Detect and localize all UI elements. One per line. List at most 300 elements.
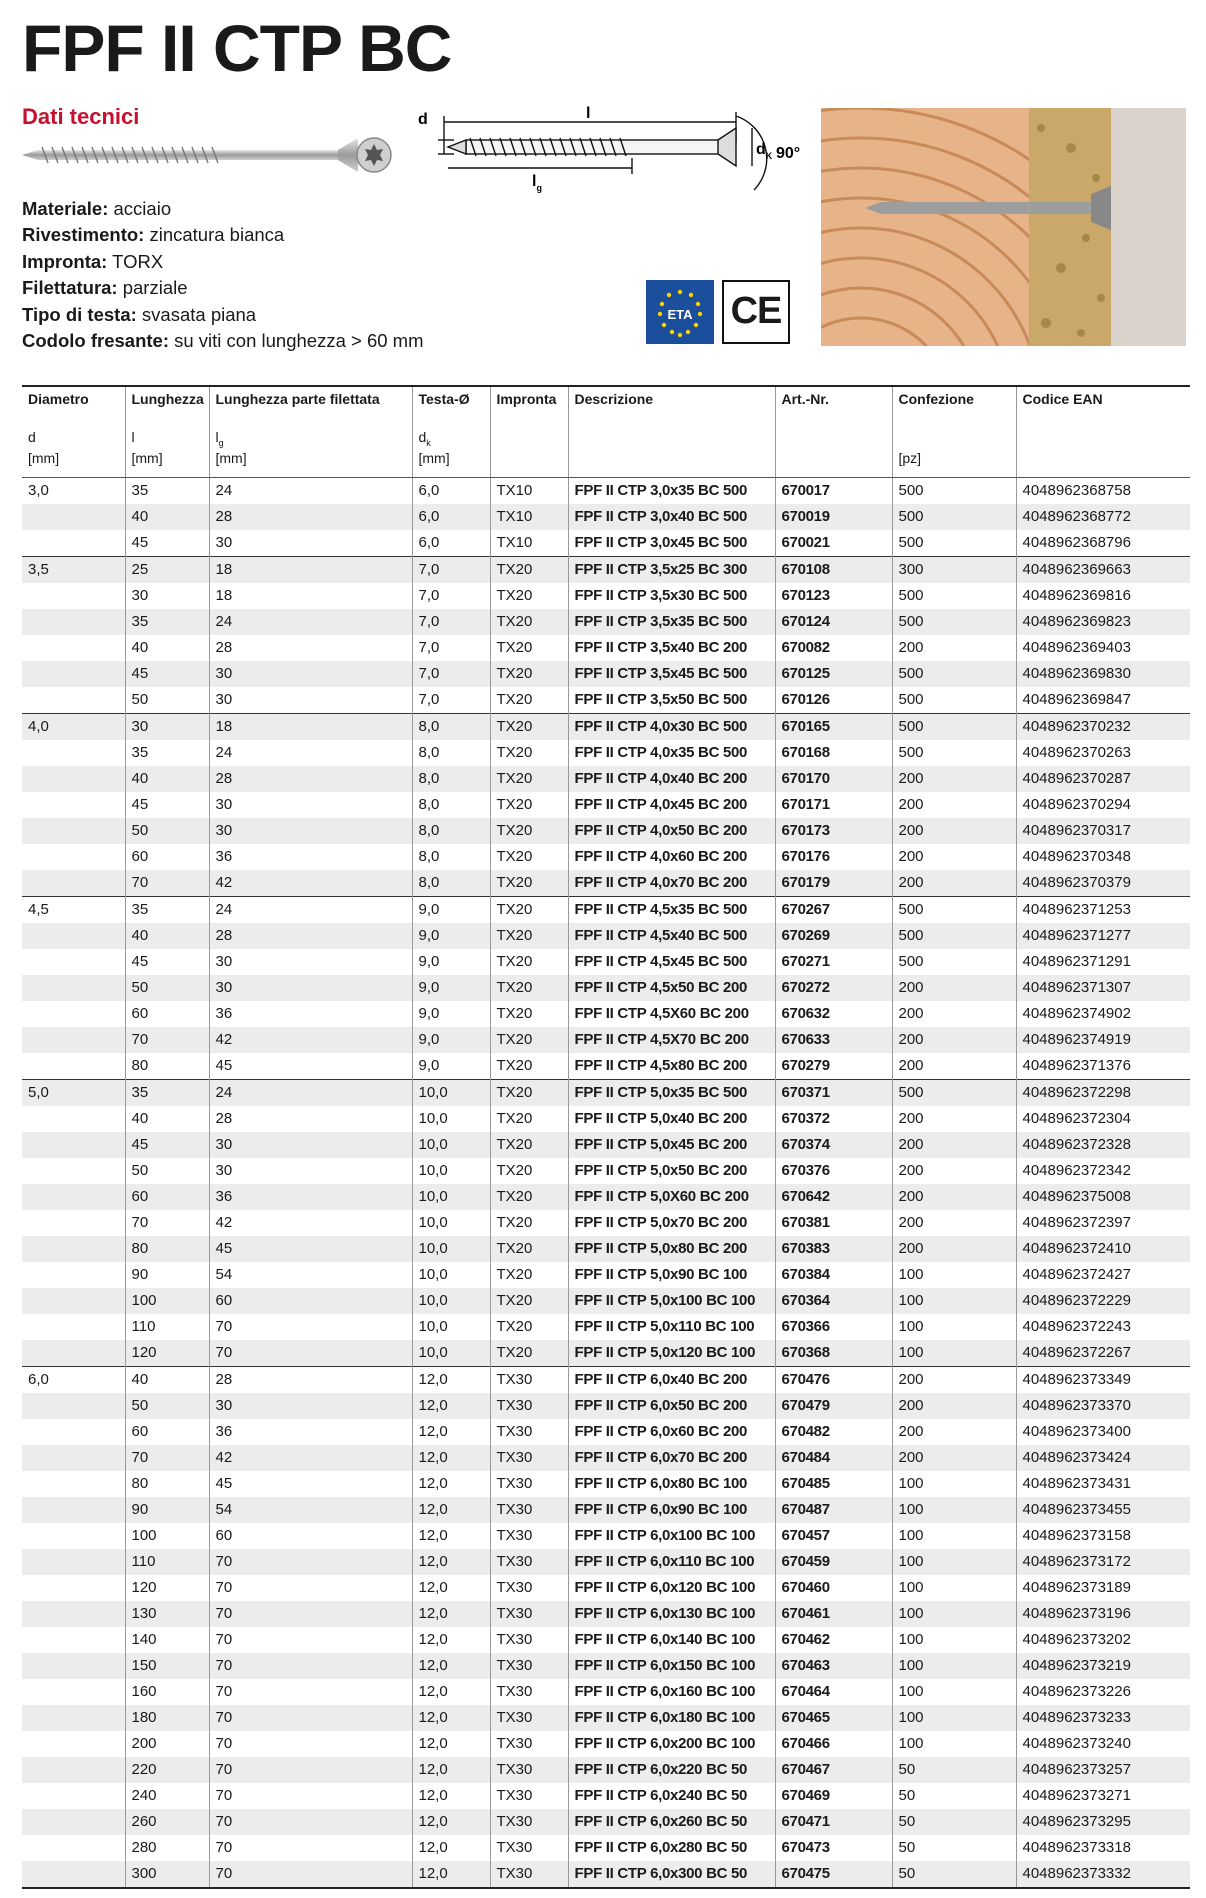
cell-length: 70	[125, 1445, 209, 1471]
cell-description: FPF II CTP 6,0x50 BC 200	[568, 1393, 775, 1419]
cell-drive: TX30	[490, 1497, 568, 1523]
cell-article-number: 670476	[775, 1367, 892, 1394]
cell-pack-size: 200	[892, 1236, 1016, 1262]
table-row	[22, 478, 1190, 505]
cell-diameter: 4,5	[22, 897, 125, 924]
cell-ean: 4048962373189	[1016, 1575, 1190, 1601]
cell-description: FPF II CTP 6,0x200 BC 100	[568, 1731, 775, 1757]
dim-dk-main: d	[756, 141, 766, 158]
table-row	[22, 1262, 1190, 1288]
cell-article-number: 670372	[775, 1106, 892, 1132]
cell-thread-length: 70	[209, 1861, 412, 1888]
cell-description: FPF II CTP 4,5x50 BC 200	[568, 975, 775, 1001]
cell-head-diameter: 12,0	[412, 1445, 490, 1471]
cell-article-number: 670017	[775, 478, 892, 505]
cell-thread-length: 45	[209, 1236, 412, 1262]
cell-diameter	[22, 1053, 125, 1080]
cell-length: 110	[125, 1314, 209, 1340]
column-title: Lunghezza parte filettata	[215, 391, 380, 407]
table-row	[22, 1340, 1190, 1367]
cell-article-number: 670482	[775, 1419, 892, 1445]
cell-ean: 4048962373349	[1016, 1367, 1190, 1394]
cell-description: FPF II CTP 5,0x90 BC 100	[568, 1262, 775, 1288]
cell-head-diameter: 9,0	[412, 1027, 490, 1053]
cell-diameter	[22, 1445, 125, 1471]
cell-pack-size: 100	[892, 1653, 1016, 1679]
cell-diameter	[22, 1027, 125, 1053]
cell-article-number: 670485	[775, 1471, 892, 1497]
cell-article-number: 670279	[775, 1053, 892, 1080]
cell-pack-size: 200	[892, 975, 1016, 1001]
cell-article-number: 670487	[775, 1497, 892, 1523]
column-unit: [mm]	[418, 450, 450, 466]
cell-pack-size: 200	[892, 792, 1016, 818]
cell-article-number: 670168	[775, 740, 892, 766]
column-symbol	[132, 429, 203, 450]
cell-drive: TX20	[490, 1288, 568, 1314]
cell-description: FPF II CTP 6,0x260 BC 50	[568, 1809, 775, 1835]
cell-description: FPF II CTP 3,0x45 BC 500	[568, 530, 775, 557]
cell-article-number: 670021	[775, 530, 892, 557]
column-header	[490, 386, 568, 478]
cell-article-number: 670383	[775, 1236, 892, 1262]
cell-diameter	[22, 1471, 125, 1497]
cell-pack-size: 50	[892, 1861, 1016, 1888]
cell-ean: 4048962370232	[1016, 714, 1190, 741]
cell-description: FPF II CTP 5,0x35 BC 500	[568, 1080, 775, 1107]
cell-pack-size: 50	[892, 1783, 1016, 1809]
cell-diameter	[22, 766, 125, 792]
cell-ean: 4048962371291	[1016, 949, 1190, 975]
cell-article-number: 670366	[775, 1314, 892, 1340]
cell-description: FPF II CTP 6,0x90 BC 100	[568, 1497, 775, 1523]
column-unit: [pz]	[898, 450, 922, 466]
cell-drive: TX30	[490, 1445, 568, 1471]
cell-pack-size: 100	[892, 1549, 1016, 1575]
column-symbol-sub: g	[218, 437, 224, 448]
cell-drive: TX20	[490, 870, 568, 897]
cell-length: 50	[125, 1158, 209, 1184]
column-unit: [mm]	[215, 450, 247, 466]
spec-value: svasata piana	[141, 303, 257, 325]
cell-diameter	[22, 1809, 125, 1835]
table-row	[22, 740, 1190, 766]
cell-drive: TX20	[490, 557, 568, 584]
cell-pack-size: 200	[892, 635, 1016, 661]
cell-head-diameter: 9,0	[412, 897, 490, 924]
cell-pack-size: 200	[892, 1053, 1016, 1080]
spec-value: parziale	[122, 277, 188, 299]
table-row	[22, 714, 1190, 741]
certification-logos	[646, 280, 791, 344]
cell-article-number: 670471	[775, 1809, 892, 1835]
cell-thread-length: 45	[209, 1053, 412, 1080]
cell-head-diameter: 9,0	[412, 923, 490, 949]
cell-pack-size: 200	[892, 818, 1016, 844]
cell-drive: TX20	[490, 1314, 568, 1340]
table-row	[22, 687, 1190, 714]
cell-pack-size: 500	[892, 661, 1016, 687]
cell-drive: TX20	[490, 1210, 568, 1236]
column-symbol-main: l	[131, 429, 135, 445]
cell-pack-size: 200	[892, 1132, 1016, 1158]
table-header-row	[22, 386, 1190, 478]
cell-ean: 4048962374902	[1016, 1001, 1190, 1027]
cell-article-number: 670269	[775, 923, 892, 949]
cell-description: FPF II CTP 3,5x25 BC 300	[568, 557, 775, 584]
cell-pack-size: 100	[892, 1262, 1016, 1288]
cell-diameter	[22, 1132, 125, 1158]
cell-head-diameter: 8,0	[412, 766, 490, 792]
cell-head-diameter: 12,0	[412, 1523, 490, 1549]
cell-length: 150	[125, 1653, 209, 1679]
cell-drive: TX30	[490, 1367, 568, 1394]
cell-ean: 4048962372328	[1016, 1132, 1190, 1158]
cell-article-number: 670108	[775, 557, 892, 584]
cell-length: 50	[125, 1393, 209, 1419]
cell-head-diameter: 12,0	[412, 1835, 490, 1861]
cell-ean: 4048962369830	[1016, 661, 1190, 687]
cell-description: FPF II CTP 6,0x110 BC 100	[568, 1549, 775, 1575]
column-symbol-main: l	[215, 429, 219, 445]
cell-pack-size: 200	[892, 844, 1016, 870]
cell-head-diameter: 7,0	[412, 661, 490, 687]
cell-article-number: 670465	[775, 1705, 892, 1731]
cell-thread-length: 30	[209, 975, 412, 1001]
table-row	[22, 1314, 1190, 1340]
cell-diameter	[22, 583, 125, 609]
cell-drive: TX20	[490, 1053, 568, 1080]
table-row	[22, 1080, 1190, 1107]
cell-pack-size: 100	[892, 1497, 1016, 1523]
cell-diameter	[22, 975, 125, 1001]
cell-article-number: 670125	[775, 661, 892, 687]
specs-list	[22, 196, 424, 354]
column-symbol-main: d	[418, 429, 427, 445]
cell-thread-length: 70	[209, 1627, 412, 1653]
cell-head-diameter: 12,0	[412, 1731, 490, 1757]
cell-ean: 4048962373202	[1016, 1627, 1190, 1653]
cell-drive: TX30	[490, 1731, 568, 1757]
cell-description: FPF II CTP 4,0x50 BC 200	[568, 818, 775, 844]
table-row	[22, 1705, 1190, 1731]
cell-drive: TX30	[490, 1419, 568, 1445]
cell-length: 90	[125, 1262, 209, 1288]
cell-description: FPF II CTP 4,5x40 BC 500	[568, 923, 775, 949]
cell-description: FPF II CTP 6,0x70 BC 200	[568, 1445, 775, 1471]
cell-article-number: 670463	[775, 1653, 892, 1679]
cell-description: FPF II CTP 6,0x220 BC 50	[568, 1757, 775, 1783]
cell-head-diameter: 7,0	[412, 557, 490, 584]
cell-pack-size: 200	[892, 1419, 1016, 1445]
column-title: Testa-Ø	[418, 391, 470, 407]
cell-drive: TX20	[490, 766, 568, 792]
cell-drive: TX20	[490, 661, 568, 687]
cell-length: 80	[125, 1471, 209, 1497]
table-row	[22, 1497, 1190, 1523]
cell-description: FPF II CTP 4,5x35 BC 500	[568, 897, 775, 924]
cell-pack-size: 500	[892, 897, 1016, 924]
cell-thread-length: 30	[209, 949, 412, 975]
dim-angle-label: 90°	[776, 145, 801, 162]
cell-diameter	[22, 635, 125, 661]
cell-ean: 4048962372397	[1016, 1210, 1190, 1236]
cell-thread-length: 30	[209, 792, 412, 818]
column-title: Confezione	[898, 391, 974, 407]
table-row	[22, 766, 1190, 792]
cell-thread-length: 70	[209, 1835, 412, 1861]
cell-drive: TX30	[490, 1809, 568, 1835]
cell-head-diameter: 10,0	[412, 1262, 490, 1288]
cell-article-number: 670165	[775, 714, 892, 741]
cell-pack-size: 500	[892, 609, 1016, 635]
cell-drive: TX20	[490, 1132, 568, 1158]
column-symbol	[216, 429, 406, 450]
dim-dk-label	[756, 141, 773, 161]
table-row	[22, 1731, 1190, 1757]
cell-diameter	[22, 1757, 125, 1783]
cell-article-number: 670384	[775, 1262, 892, 1288]
dimension-drawing	[418, 102, 808, 212]
cell-pack-size: 100	[892, 1575, 1016, 1601]
table-row	[22, 1367, 1190, 1394]
cell-thread-length: 30	[209, 818, 412, 844]
table-row	[22, 1809, 1190, 1835]
cell-thread-length: 30	[209, 1393, 412, 1419]
cell-head-diameter: 12,0	[412, 1757, 490, 1783]
cell-length: 45	[125, 661, 209, 687]
cell-length: 45	[125, 949, 209, 975]
cell-description: FPF II CTP 3,5x45 BC 500	[568, 661, 775, 687]
cell-thread-length: 70	[209, 1679, 412, 1705]
cell-description: FPF II CTP 3,0x35 BC 500	[568, 478, 775, 505]
cell-length: 70	[125, 870, 209, 897]
cell-ean: 4048962370287	[1016, 766, 1190, 792]
cell-diameter	[22, 818, 125, 844]
cell-ean: 4048962373158	[1016, 1523, 1190, 1549]
cell-drive: TX30	[490, 1653, 568, 1679]
cell-description: FPF II CTP 6,0x300 BC 50	[568, 1861, 775, 1888]
cell-head-diameter: 12,0	[412, 1471, 490, 1497]
table-row	[22, 1835, 1190, 1861]
cell-article-number: 670632	[775, 1001, 892, 1027]
cell-head-diameter: 10,0	[412, 1132, 490, 1158]
cell-drive: TX20	[490, 792, 568, 818]
cell-diameter: 5,0	[22, 1080, 125, 1107]
table-row	[22, 1783, 1190, 1809]
cell-article-number: 670170	[775, 766, 892, 792]
cell-drive: TX20	[490, 818, 568, 844]
cell-ean: 4048962369823	[1016, 609, 1190, 635]
spec-value: acciaio	[113, 198, 172, 219]
cell-drive: TX20	[490, 975, 568, 1001]
cell-description: FPF II CTP 6,0x60 BC 200	[568, 1419, 775, 1445]
column-symbol-sub: k	[426, 437, 431, 448]
table-row	[22, 1445, 1190, 1471]
column-header	[209, 386, 412, 478]
cell-diameter	[22, 1236, 125, 1262]
cell-head-diameter: 9,0	[412, 1001, 490, 1027]
cell-drive: TX20	[490, 1184, 568, 1210]
table-row	[22, 1158, 1190, 1184]
cell-description: FPF II CTP 3,0x40 BC 500	[568, 504, 775, 530]
table-row	[22, 1419, 1190, 1445]
cell-description: FPF II CTP 4,0x30 BC 500	[568, 714, 775, 741]
cell-description: FPF II CTP 6,0x140 BC 100	[568, 1627, 775, 1653]
column-symbol	[497, 429, 562, 450]
cell-length: 180	[125, 1705, 209, 1731]
cell-diameter	[22, 1106, 125, 1132]
cell-head-diameter: 9,0	[412, 975, 490, 1001]
table-row	[22, 1132, 1190, 1158]
cell-ean: 4048962369403	[1016, 635, 1190, 661]
table-row	[22, 1027, 1190, 1053]
cell-article-number: 670124	[775, 609, 892, 635]
cell-ean: 4048962373400	[1016, 1419, 1190, 1445]
cell-ean: 4048962373431	[1016, 1471, 1190, 1497]
cell-article-number: 670173	[775, 818, 892, 844]
cell-length: 35	[125, 740, 209, 766]
cell-pack-size: 500	[892, 923, 1016, 949]
table-row	[22, 818, 1190, 844]
cell-article-number: 670467	[775, 1757, 892, 1783]
cell-length: 35	[125, 609, 209, 635]
cell-thread-length: 36	[209, 1419, 412, 1445]
cell-ean: 4048962371277	[1016, 923, 1190, 949]
cell-ean: 4048962373219	[1016, 1653, 1190, 1679]
cell-thread-length: 30	[209, 1132, 412, 1158]
cell-diameter	[22, 1262, 125, 1288]
cell-diameter	[22, 949, 125, 975]
cell-thread-length: 70	[209, 1783, 412, 1809]
cell-drive: TX20	[490, 740, 568, 766]
cell-article-number: 670479	[775, 1393, 892, 1419]
cell-drive: TX20	[490, 609, 568, 635]
cell-thread-length: 18	[209, 557, 412, 584]
cell-drive: TX20	[490, 923, 568, 949]
spec-drive	[22, 249, 424, 275]
cell-description: FPF II CTP 5,0x120 BC 100	[568, 1340, 775, 1367]
screw-photo-illustration	[22, 134, 392, 176]
column-symbol	[1023, 429, 1185, 450]
table-row	[22, 1184, 1190, 1210]
cell-pack-size: 200	[892, 1210, 1016, 1236]
column-header	[22, 386, 125, 478]
table-row	[22, 870, 1190, 897]
cell-length: 110	[125, 1549, 209, 1575]
cell-description: FPF II CTP 5,0x40 BC 200	[568, 1106, 775, 1132]
cell-head-diameter: 10,0	[412, 1210, 490, 1236]
cell-diameter	[22, 1575, 125, 1601]
cell-length: 40	[125, 1106, 209, 1132]
dim-l-label: l	[586, 105, 591, 122]
cell-thread-length: 60	[209, 1523, 412, 1549]
cell-drive: TX30	[490, 1523, 568, 1549]
cell-article-number: 670271	[775, 949, 892, 975]
cell-ean: 4048962371376	[1016, 1053, 1190, 1080]
cell-drive: TX30	[490, 1757, 568, 1783]
cell-thread-length: 28	[209, 1367, 412, 1394]
cell-description: FPF II CTP 5,0x80 BC 200	[568, 1236, 775, 1262]
spec-head	[22, 302, 424, 328]
cell-ean: 4048962373455	[1016, 1497, 1190, 1523]
cell-pack-size: 50	[892, 1835, 1016, 1861]
cell-drive: TX20	[490, 844, 568, 870]
cell-drive: TX20	[490, 949, 568, 975]
dim-dk-sub: K	[765, 151, 773, 161]
cell-article-number: 670376	[775, 1158, 892, 1184]
cell-diameter	[22, 740, 125, 766]
cell-ean: 4048962369847	[1016, 687, 1190, 714]
cell-ean: 4048962373233	[1016, 1705, 1190, 1731]
cell-description: FPF II CTP 6,0x180 BC 100	[568, 1705, 775, 1731]
cell-drive: TX30	[490, 1679, 568, 1705]
cell-diameter: 6,0	[22, 1367, 125, 1394]
cell-article-number: 670633	[775, 1027, 892, 1053]
dim-lg-main: l	[532, 173, 537, 190]
cell-drive: TX10	[490, 478, 568, 505]
column-symbol-main: d	[28, 429, 36, 445]
cell-article-number: 670469	[775, 1783, 892, 1809]
table-row	[22, 1210, 1190, 1236]
cell-pack-size: 500	[892, 583, 1016, 609]
cell-drive: TX30	[490, 1627, 568, 1653]
cell-description: FPF II CTP 4,5x80 BC 200	[568, 1053, 775, 1080]
cell-ean: 4048962372427	[1016, 1262, 1190, 1288]
cell-pack-size: 200	[892, 870, 1016, 897]
cell-article-number: 670642	[775, 1184, 892, 1210]
cell-length: 200	[125, 1731, 209, 1757]
table-row	[22, 1627, 1190, 1653]
cell-head-diameter: 8,0	[412, 818, 490, 844]
cell-thread-length: 54	[209, 1262, 412, 1288]
cell-diameter: 3,5	[22, 557, 125, 584]
column-title: Codice EAN	[1022, 391, 1103, 407]
cell-ean: 4048962373318	[1016, 1835, 1190, 1861]
cell-length: 60	[125, 844, 209, 870]
cell-length: 40	[125, 766, 209, 792]
cell-description: FPF II CTP 4,0x45 BC 200	[568, 792, 775, 818]
cell-thread-length: 70	[209, 1705, 412, 1731]
cell-ean: 4048962373332	[1016, 1861, 1190, 1888]
column-symbol	[419, 429, 484, 450]
cell-ean: 4048962373196	[1016, 1601, 1190, 1627]
cell-ean: 4048962368758	[1016, 478, 1190, 505]
cell-length: 50	[125, 975, 209, 1001]
cell-ean: 4048962370379	[1016, 870, 1190, 897]
cell-diameter	[22, 870, 125, 897]
cell-diameter	[22, 530, 125, 557]
cell-pack-size: 200	[892, 1106, 1016, 1132]
table-row	[22, 1601, 1190, 1627]
cell-length: 130	[125, 1601, 209, 1627]
table-row	[22, 1106, 1190, 1132]
cell-ean: 4048962368772	[1016, 504, 1190, 530]
cell-head-diameter: 12,0	[412, 1861, 490, 1888]
cell-thread-length: 24	[209, 740, 412, 766]
cell-drive: TX30	[490, 1575, 568, 1601]
cell-head-diameter: 7,0	[412, 609, 490, 635]
cell-article-number: 670457	[775, 1523, 892, 1549]
cell-thread-length: 42	[209, 1210, 412, 1236]
cell-article-number: 670374	[775, 1132, 892, 1158]
cell-thread-length: 70	[209, 1653, 412, 1679]
cell-length: 60	[125, 1419, 209, 1445]
cell-pack-size: 500	[892, 504, 1016, 530]
spec-label: Codolo fresante:	[22, 330, 169, 352]
cell-drive: TX20	[490, 1236, 568, 1262]
cell-article-number: 670466	[775, 1731, 892, 1757]
